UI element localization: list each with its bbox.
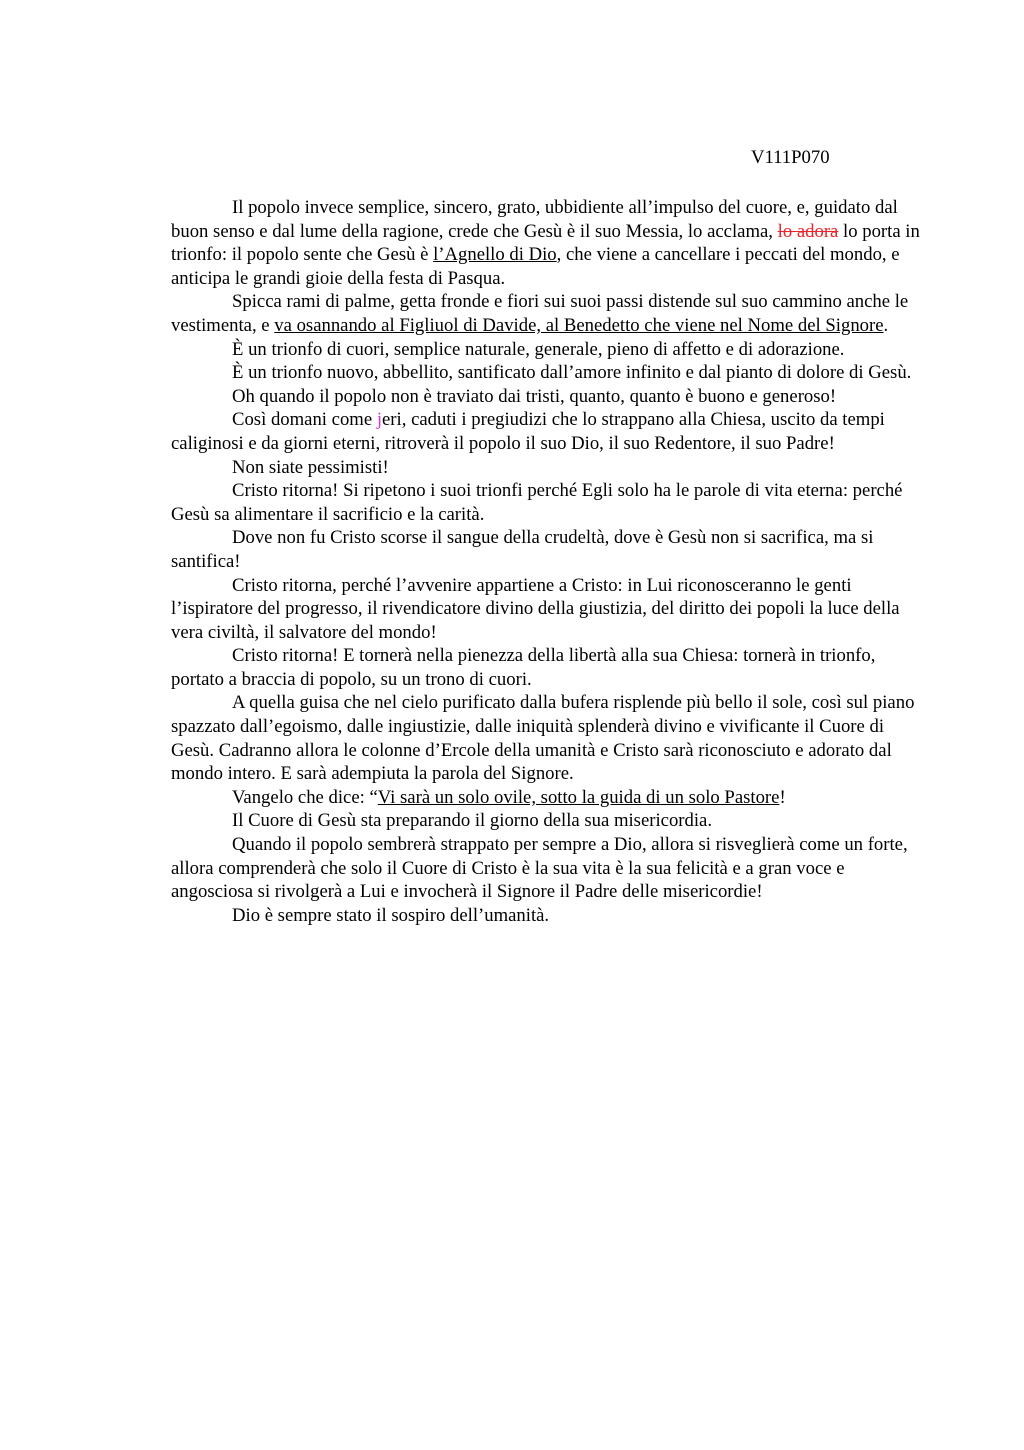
text-run: , che viene a cancellare i peccati del mondo, e anticipa le grandi gioie della festa di Pasqua. — [171, 244, 900, 289]
text-run: ! — [779, 786, 786, 808]
text-run: eri, caduti i pregiudizi che lo strappano alla Chiesa, uscito da tempi caliginosi e da giorni eterni, ritroverà il popolo il suo Dio, il suo Redentore, il suo Padre! — [171, 409, 885, 454]
text-run: lo porta in trionfo: il popolo sente che Gesù è — [171, 220, 920, 266]
underlined-text: Vi sarà un solo ovile, sotto la guida di un solo Pastore — [377, 786, 780, 808]
paragraph: Cristo ritorna! E tornerà nella pienezza della libertà alla sua Chiesa: tornerà in trionfo, portato a braccia di popolo, su un trono di cuori. — [171, 645, 876, 690]
paragraph — [171, 196, 931, 290]
paragraph — [171, 408, 931, 455]
paragraph: Dove non fu Cristo scorse il sangue della crudeltà, dove è Gesù non si sacrifica, ma si santifica! — [171, 527, 874, 572]
paragraph: Il Cuore di Gesù sta preparando il giorno della sua misericordia. — [232, 810, 713, 832]
inserted-text: j — [376, 409, 383, 431]
text-run: . — [883, 314, 889, 336]
document-body — [171, 196, 931, 927]
paragraph — [171, 786, 931, 810]
text-run: Il popolo invece semplice, sincero, grato, ubbidiente all’impulso del cuore, e, guidato dal buon senso e dal lume della ragione, crede che Gesù è il suo Messia, lo acclama, — [171, 197, 898, 242]
paragraph: Cristo ritorna, perché l’avvenire appartiene a Cristo: in Lui riconosceranno le genti l’ispiratore del progresso, il rivendicatore divino della giustizia, del diritto dei popoli la luce della vera civiltà, il salvatore del mondo! — [171, 574, 900, 643]
paragraph: Non siate pessimisti! — [232, 456, 389, 478]
deleted-text: lo adora — [777, 220, 839, 242]
page-identifier: V111P070 — [751, 147, 830, 168]
underlined-text: va osannando al Figliuol di Davide, al Benedetto che viene nel Nome del Signore — [274, 314, 884, 336]
paragraph: A quella guisa che nel cielo purificato dalla bufera risplende più bello il sole, così sul piano spazzato dall’egoismo, dalle ingiustizie, dalle iniquità splenderà divino e vivificante il Cuore di Gesù. Cadranno allora le colonne d’Ercole della umanità e Cristo sarà riconosciuto e adorato dal mondo intero. E sarà adempiuta la parola del Signore. — [171, 692, 915, 785]
paragraph: Oh quando il popolo non è traviato dai tristi, quanto, quanto è buono e generoso! — [232, 385, 837, 407]
paragraph: Dio è sempre stato il sospiro dell’umanità. — [232, 904, 550, 926]
paragraph — [171, 290, 931, 337]
paragraph: Quando il popolo sembrerà strappato per sempre a Dio, allora si risveglierà come un forte, allora comprenderà che solo il Cuore di Cristo è la sua vita è la sua felicità e a gran voce e angosciosa si rivolgerà a Lui e invocherà il Signore il Padre delle misericordie! — [171, 834, 908, 903]
text-run: Vangelo che dice: “ — [232, 786, 378, 808]
text-run: Così domani come — [232, 409, 377, 431]
paragraph: È un trionfo di cuori, semplice naturale, generale, pieno di affetto e di adorazione. — [232, 338, 845, 360]
paragraph: È un trionfo nuovo, abbellito, santificato dall’amore infinito e dal pianto di dolore di Gesù. — [232, 362, 912, 384]
text-run: Spicca rami di palme, getta fronde e fiori sui suoi passi distende sul suo cammino anche le vestimenta, e — [171, 291, 909, 336]
paragraph: Cristo ritorna! Si ripetono i suoi trionfi perché Egli solo ha le parole di vita eterna: perché Gesù sa alimentare il sacrificio e la carità. — [171, 480, 903, 525]
underlined-text: l’Agnello di Dio — [433, 244, 557, 266]
